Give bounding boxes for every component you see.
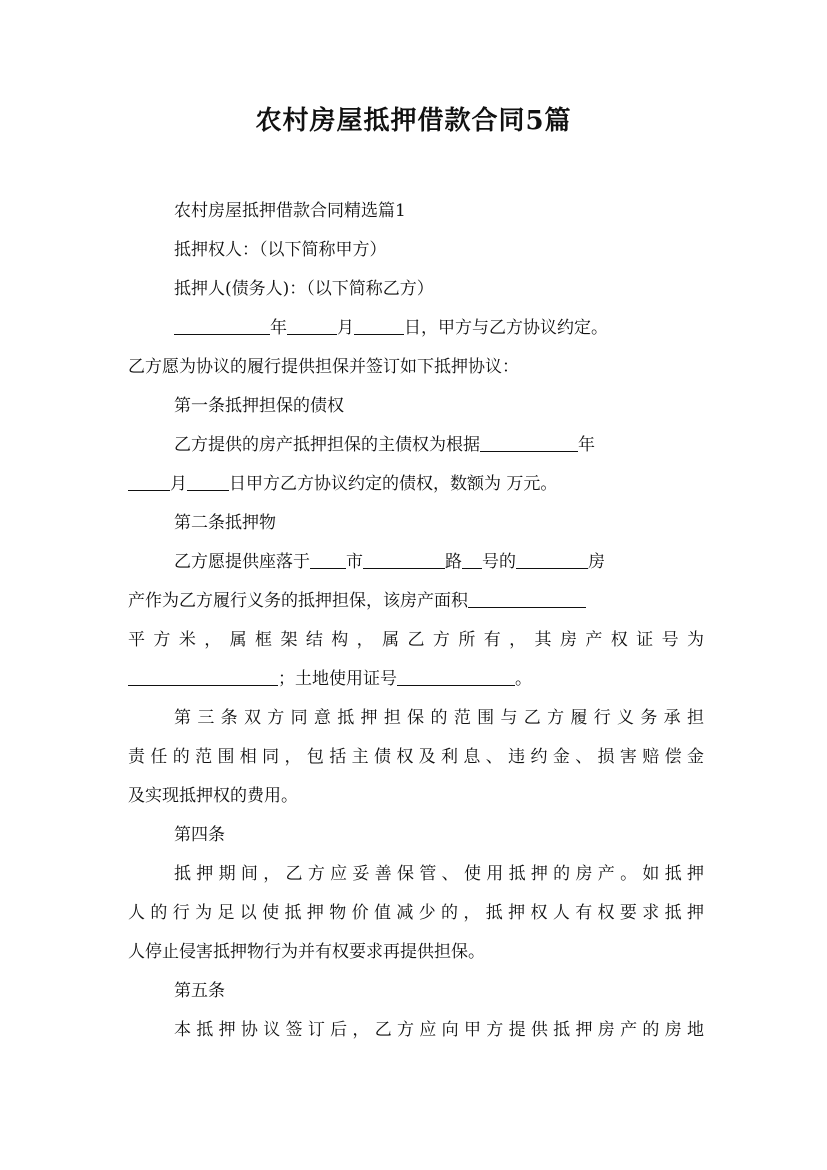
paragraph-text: 月	[337, 318, 354, 338]
blank-field	[516, 550, 588, 569]
paragraph-text: 第三条双方同意抵押担保的范围与乙方履行义务承担	[174, 708, 704, 728]
paragraph-text: 本抵押协议签订后，乙方应向甲方提供抵押房产的房地	[174, 1020, 704, 1040]
paragraph-text: 市	[346, 552, 363, 572]
paragraph-text: 及实现抵押权的费用。	[128, 786, 298, 806]
blank-field	[174, 316, 270, 335]
paragraph-line	[128, 1011, 704, 1050]
paragraph-text: 乙方提供的房产抵押担保的主债权为根据	[174, 435, 480, 455]
paragraph-line	[128, 933, 704, 972]
paragraph-line	[128, 894, 704, 933]
paragraph-text: 房	[588, 552, 605, 572]
document-title: 农村房屋抵押借款合同5篇	[255, 106, 572, 136]
paragraph-text: 责任的范围相同，包括主债权及利息、违约金、损害赔偿金	[128, 747, 704, 767]
paragraph-text: 第一条抵押担保的债权	[174, 396, 344, 416]
paragraph-text: 年	[270, 318, 287, 338]
blank-field	[287, 316, 337, 335]
paragraph-text: 号的	[482, 552, 516, 572]
paragraph-text: 人的行为足以使抵押物价值减少的，抵押权人有权要求抵押	[128, 903, 704, 923]
paragraph-line	[128, 777, 704, 816]
paragraph-text: 乙方愿提供座落于	[174, 552, 310, 572]
paragraph-text: 路	[445, 552, 462, 572]
paragraph-text: 抵押人(债务人)：（以下简称乙方）	[174, 279, 434, 299]
section-heading	[128, 192, 704, 231]
blank-field	[310, 550, 346, 569]
blank-field	[187, 472, 229, 491]
paragraph-line	[128, 543, 704, 582]
blank-field	[468, 589, 586, 608]
paragraph-line	[128, 621, 704, 660]
paragraph-line	[128, 465, 704, 504]
blank-field	[462, 550, 482, 569]
blank-field	[480, 433, 578, 452]
paragraph-text: 乙方愿为协议的履行提供担保并签订如下抵押协议：	[128, 357, 519, 377]
paragraph-text: 年	[578, 435, 595, 455]
blank-field	[397, 667, 515, 686]
paragraph-text: 第二条抵押物	[174, 513, 276, 533]
paragraph-text: 第四条	[174, 825, 225, 845]
paragraph-text: 。	[515, 669, 532, 689]
paragraph-text: 农村房屋抵押借款合同精选篇1	[174, 201, 406, 221]
date-line	[128, 309, 704, 348]
paragraph-text: 日，甲方与乙方协议约定。	[404, 318, 608, 338]
article-heading	[128, 816, 704, 855]
blank-field	[128, 472, 170, 491]
paragraph-text: 平方米，属框架结构，属乙方所有，其房产权证号为	[128, 630, 704, 650]
paragraph-line	[128, 855, 704, 894]
paragraph-text: ；土地使用证号	[278, 669, 397, 689]
mortgagee-line	[128, 231, 704, 270]
paragraph-text: 抵押期间，乙方应妥善保管、使用抵押的房产。如抵押	[174, 864, 704, 884]
article-heading	[128, 972, 704, 1011]
article-heading	[128, 504, 704, 543]
paragraph-text: 抵押权人：（以下简称甲方）	[174, 240, 387, 260]
blank-field	[128, 667, 278, 686]
document-body	[128, 192, 704, 1050]
mortgagor-line	[128, 270, 704, 309]
paragraph-text: 月	[170, 474, 187, 494]
paragraph-line	[128, 738, 704, 777]
paragraph-line	[128, 348, 704, 387]
paragraph-line	[128, 426, 704, 465]
article-heading	[128, 387, 704, 426]
paragraph-line	[128, 582, 704, 621]
blank-field	[354, 316, 404, 335]
blank-field	[363, 550, 445, 569]
paragraph-text: 人停止侵害抵押物行为并有权要求再提供担保。	[128, 942, 485, 962]
paragraph-text: 产作为乙方履行义务的抵押担保，该房产面积	[128, 591, 468, 611]
paragraph-line	[128, 660, 704, 699]
paragraph-line	[128, 699, 704, 738]
paragraph-text: 第五条	[174, 981, 225, 1001]
paragraph-text: 日甲方乙方协议约定的债权，数额为 万元。	[229, 474, 558, 494]
